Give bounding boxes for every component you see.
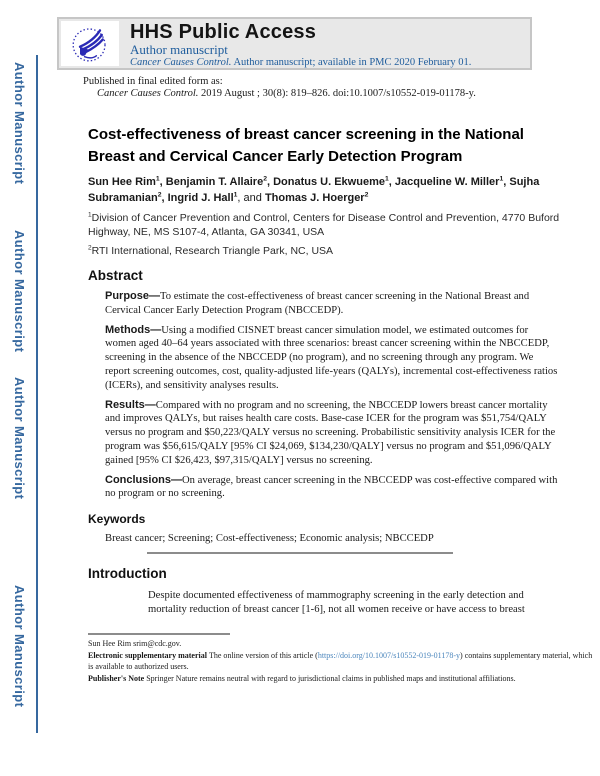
footnote-divider	[88, 633, 230, 635]
doi-link[interactable]: https://doi.org/10.1007/s10552-019-01178-y	[317, 651, 461, 661]
abstract-paragraph-methods	[105, 324, 561, 393]
conclusions-text: On average, breast cancer screening in the NBCCEDP was cost-effective compared with no program or no screening.	[105, 474, 558, 500]
sidebar-divider-line	[36, 55, 38, 733]
sidebar-watermark-author-manuscript: Author Manuscript	[12, 230, 27, 353]
keywords-divider	[147, 552, 453, 554]
purpose-lead: Purpose—	[105, 290, 161, 302]
conclusions-lead: Conclusions—	[105, 473, 183, 486]
purpose-text: To estimate the cost-effectiveness of breast cancer screening in the National Breast and Cervical Cancer Early Detection Program (NBCCEDP).	[105, 291, 530, 316]
correspondence-line: Sun Hee Rim srim@cdc.gov.	[88, 638, 182, 648]
hhs-logo-box	[61, 21, 119, 66]
article-title: Cost-effectiveness of breast cancer screening in the National Breast and Cervical Cancer Early Detection Program	[88, 126, 524, 165]
sidebar-watermark-author-manuscript: Author Manuscript	[12, 62, 27, 185]
abstract-paragraph-conclusions	[105, 474, 561, 502]
hhs-eagle-logo-icon	[70, 24, 110, 64]
author-manuscript-label: Author manuscript	[130, 42, 228, 57]
citation-line: Cancer Causes Control. 2019 August ; 30(8): 819–826. doi:10.1007/s10552-019-01178-y.	[97, 88, 476, 99]
introduction-paragraph: Despite documented effectiveness of mammography screening in the early detection and mortality reduction of breast cancer [1-6], not all women receive or have access to breast	[148, 589, 525, 615]
abstract-heading: Abstract	[88, 268, 143, 283]
journal-availability-line: Cancer Causes Control. Author manuscript; available in PMC 2020 February 01.	[130, 57, 472, 68]
affiliation-1: $^1$Division of Cancer Prevention and Control, Centers for Disease Control and Prevention, 4770 Buford Highway, NE, MS S107-4, Atlanta, GA 30341, USA	[88, 211, 560, 238]
affiliation-2: $^2$RTI International, Research Triangle Park, NC, USA	[88, 244, 334, 257]
methods-text: Using a modified CISNET breast cancer simulation model, we estimated outcomes for women aged 40–64 years associated with three scenarios: breast cancer screening within the NBCCEDP, screening in the absence of the NBCCEDP (no program), and no screening through any program. We report screening outcomes, cost, quality-adjusted life-years (QALYs), incremental cost-effectiveness ratios (ICERs), and sensitivity analyses results.	[105, 324, 558, 391]
keywords-heading: Keywords	[88, 512, 146, 527]
supplementary-material-note: Electronic supplementary material The online version of this article (https://doi.org/10.1007/s10552-019-01178-y) contains supplementary material, which is available to authorized users.	[88, 651, 593, 671]
sidebar-watermark-author-manuscript: Author Manuscript	[12, 585, 27, 708]
results-text: Compared with no program and no screening, the NBCCEDP lowers breast cancer mortality and improves QALYs, but raises health care costs. Base-case ICER for the program was $51,754/QALY versus no program and $50,223/QALY versus no screening. Probabilistic sensitivity analysis ICER for the program was $56,615/QALY [95% CI $24,069, $134,230/QALY] versus no program and $51,096/QALY gained [95% CI $26,423, $97,315/QALY] versus no screening.	[105, 399, 556, 466]
page-content	[57, 17, 593, 685]
author-list: Sun Hee Rim$^1$, Benjamin T. Allaire$^2$, Donatus U. Ekwueme$^1$, Jacqueline W. Miller$^1$, Sujha Subramanian$^2$, Ingrid J. Hall$^1$, and Thomas J. Hoerger$^2$	[88, 175, 540, 204]
sidebar-watermark-author-manuscript: Author Manuscript	[12, 377, 27, 500]
hhs-header-text	[121, 19, 530, 68]
hhs-header	[57, 17, 532, 70]
introduction-heading: Introduction	[88, 565, 167, 581]
keywords-list: Breast cancer; Screening; Cost-effectiveness; Economic analysis; NBCCEDP	[105, 533, 434, 545]
publisher-note: Publisher's Note Springer Nature remains neutral with regard to jurisdictional claims in published maps and institutional affiliations.	[88, 674, 516, 684]
results-lead: Results—	[105, 398, 156, 411]
abstract-paragraph-purpose	[105, 290, 561, 318]
hhs-public-access-title: HHS Public Access	[130, 21, 317, 43]
abstract-paragraph-results	[105, 399, 561, 468]
published-as-note: Published in final edited form as:	[83, 76, 223, 87]
methods-lead: Methods—	[105, 323, 162, 336]
